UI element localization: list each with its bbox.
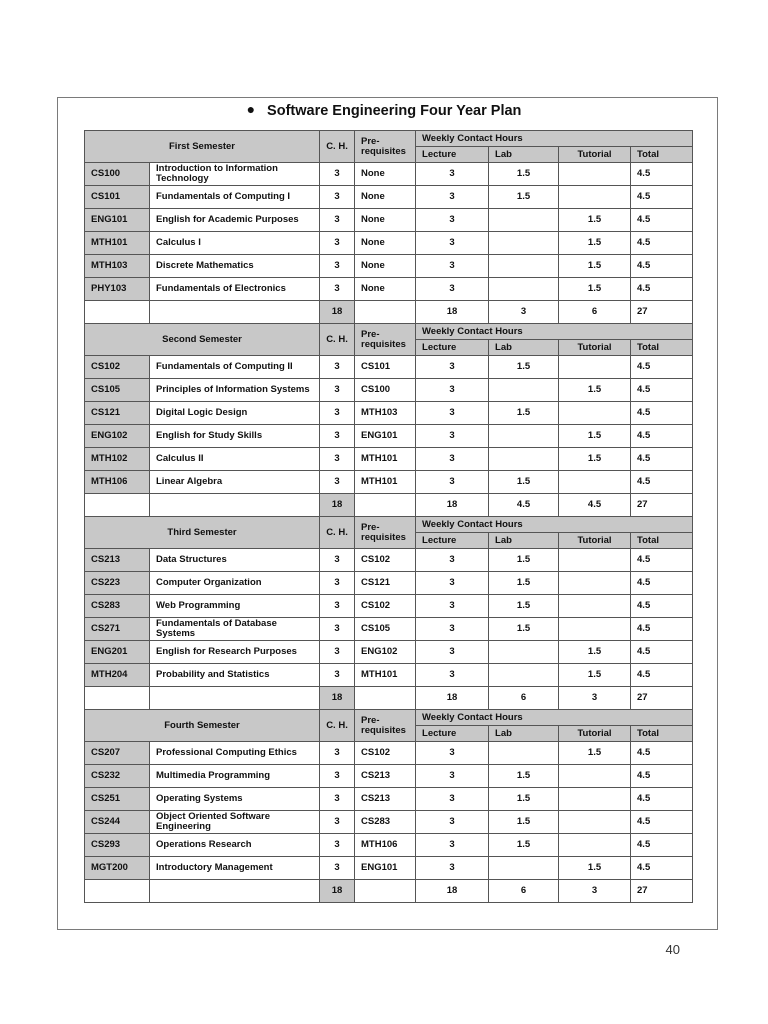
course-tutorial-hours [559, 834, 631, 857]
course-lab-hours: 1.5 [489, 186, 559, 209]
course-title: Digital Logic Design [150, 402, 320, 425]
empty-cell [85, 301, 150, 324]
empty-cell [150, 687, 320, 710]
tutorial-header: Tutorial [559, 340, 631, 356]
empty-cell [355, 687, 416, 710]
prerequisites-header: Pre-requisites [355, 517, 416, 549]
prerequisites-header: Pre-requisites [355, 710, 416, 742]
course-code: CS271 [85, 618, 150, 641]
course-total-hours: 4.5 [631, 549, 693, 572]
course-prerequisite: None [355, 163, 416, 186]
course-total-hours: 4.5 [631, 572, 693, 595]
course-lab-hours: 1.5 [489, 549, 559, 572]
total-credit-hours: 18 [320, 301, 355, 324]
course-prerequisite: None [355, 232, 416, 255]
empty-cell [150, 301, 320, 324]
table-row [85, 232, 693, 255]
course-prerequisite: MTH101 [355, 448, 416, 471]
course-lecture-hours: 3 [416, 255, 489, 278]
total-tutorial-hours: 4.5 [559, 494, 631, 517]
empty-cell [150, 494, 320, 517]
total-header: Total [631, 147, 693, 163]
page-number: 40 [665, 942, 680, 957]
course-total-hours: 4.5 [631, 278, 693, 301]
total-header: Total [631, 726, 693, 742]
four-year-plan-table [84, 130, 693, 903]
empty-cell [355, 301, 416, 324]
course-prerequisite: ENG101 [355, 857, 416, 880]
course-lecture-hours: 3 [416, 402, 489, 425]
course-total-hours: 4.5 [631, 379, 693, 402]
total-header: Total [631, 340, 693, 356]
empty-cell [150, 880, 320, 903]
course-code: CS223 [85, 572, 150, 595]
course-prerequisite: None [355, 255, 416, 278]
empty-cell [85, 687, 150, 710]
course-code: ENG102 [85, 425, 150, 448]
total-lecture-hours: 18 [416, 687, 489, 710]
table-row [85, 356, 693, 379]
total-lab-hours: 6 [489, 880, 559, 903]
course-title: Introduction to Information Technology [150, 163, 320, 186]
course-lab-hours: 1.5 [489, 471, 559, 494]
course-tutorial-hours [559, 163, 631, 186]
table-row [85, 664, 693, 687]
semester-header [85, 517, 693, 533]
table-row [85, 425, 693, 448]
page-title [0, 97, 768, 123]
course-tutorial-hours: 1.5 [559, 255, 631, 278]
course-lab-hours: 1.5 [489, 811, 559, 834]
course-lecture-hours: 3 [416, 278, 489, 301]
course-credit-hours: 3 [320, 255, 355, 278]
course-lecture-hours: 3 [416, 595, 489, 618]
tutorial-header: Tutorial [559, 726, 631, 742]
course-code: ENG201 [85, 641, 150, 664]
course-lecture-hours: 3 [416, 765, 489, 788]
course-lab-hours [489, 232, 559, 255]
course-tutorial-hours [559, 402, 631, 425]
course-lecture-hours: 3 [416, 664, 489, 687]
course-code: CS283 [85, 595, 150, 618]
empty-cell [355, 494, 416, 517]
course-total-hours: 4.5 [631, 765, 693, 788]
course-tutorial-hours: 1.5 [559, 742, 631, 765]
course-code: CS105 [85, 379, 150, 402]
course-title: Fundamentals of Computing II [150, 356, 320, 379]
total-lab-hours: 3 [489, 301, 559, 324]
course-total-hours: 4.5 [631, 232, 693, 255]
course-credit-hours: 3 [320, 765, 355, 788]
course-code: ENG101 [85, 209, 150, 232]
course-total-hours: 4.5 [631, 742, 693, 765]
course-prerequisite: CS213 [355, 765, 416, 788]
total-lecture-hours: 18 [416, 880, 489, 903]
course-code: MTH103 [85, 255, 150, 278]
course-tutorial-hours [559, 765, 631, 788]
weekly-contact-hours-header: Weekly Contact Hours [416, 710, 693, 726]
course-lecture-hours: 3 [416, 811, 489, 834]
course-total-hours: 4.5 [631, 209, 693, 232]
course-title: Calculus I [150, 232, 320, 255]
course-tutorial-hours [559, 471, 631, 494]
total-lab-hours: 6 [489, 687, 559, 710]
course-credit-hours: 3 [320, 356, 355, 379]
course-total-hours: 4.5 [631, 641, 693, 664]
total-tutorial-hours: 3 [559, 880, 631, 903]
course-prerequisite: None [355, 278, 416, 301]
course-prerequisite: MTH106 [355, 834, 416, 857]
course-credit-hours: 3 [320, 278, 355, 301]
prerequisites-header: Pre-requisites [355, 131, 416, 163]
course-tutorial-hours: 1.5 [559, 232, 631, 255]
course-tutorial-hours: 1.5 [559, 425, 631, 448]
course-total-hours: 4.5 [631, 448, 693, 471]
course-tutorial-hours: 1.5 [559, 379, 631, 402]
course-title: Multimedia Programming [150, 765, 320, 788]
course-credit-hours: 3 [320, 664, 355, 687]
course-tutorial-hours: 1.5 [559, 209, 631, 232]
table-row [85, 572, 693, 595]
course-total-hours: 4.5 [631, 811, 693, 834]
table-row [85, 618, 693, 641]
total-lecture-hours: 18 [416, 301, 489, 324]
course-title: Introductory Management [150, 857, 320, 880]
table-row [85, 857, 693, 880]
table-row [85, 255, 693, 278]
course-lab-hours: 1.5 [489, 402, 559, 425]
semester-header [85, 131, 693, 147]
table-row [85, 402, 693, 425]
semester-totals-row [85, 880, 693, 903]
course-lab-hours: 1.5 [489, 834, 559, 857]
tutorial-header: Tutorial [559, 533, 631, 549]
course-title: English for Research Purposes [150, 641, 320, 664]
course-title: Fundamentals of Database Systems [150, 618, 320, 641]
course-tutorial-hours [559, 572, 631, 595]
course-credit-hours: 3 [320, 811, 355, 834]
course-credit-hours: 3 [320, 448, 355, 471]
course-prerequisite: CS121 [355, 572, 416, 595]
semester-totals-row [85, 687, 693, 710]
table-row [85, 163, 693, 186]
course-code: MTH106 [85, 471, 150, 494]
course-title: Fundamentals of Electronics [150, 278, 320, 301]
course-title: Data Structures [150, 549, 320, 572]
course-code: CS232 [85, 765, 150, 788]
lecture-header: Lecture [416, 726, 489, 742]
course-code: CS213 [85, 549, 150, 572]
table-row [85, 209, 693, 232]
lab-header: Lab [489, 340, 559, 356]
course-total-hours: 4.5 [631, 255, 693, 278]
course-title: Web Programming [150, 595, 320, 618]
course-tutorial-hours [559, 618, 631, 641]
table-row [85, 595, 693, 618]
semester-header [85, 710, 693, 726]
credit-hours-header: C. H. [320, 710, 355, 742]
total-lab-hours: 4.5 [489, 494, 559, 517]
course-total-hours: 4.5 [631, 471, 693, 494]
credit-hours-header: C. H. [320, 131, 355, 163]
course-prerequisite: CS102 [355, 595, 416, 618]
course-credit-hours: 3 [320, 641, 355, 664]
semester-name: First Semester [85, 131, 320, 163]
course-code: CS244 [85, 811, 150, 834]
course-total-hours: 4.5 [631, 664, 693, 687]
course-lab-hours [489, 448, 559, 471]
course-lab-hours [489, 278, 559, 301]
course-tutorial-hours [559, 595, 631, 618]
semester-name: Third Semester [85, 517, 320, 549]
course-lecture-hours: 3 [416, 186, 489, 209]
lab-header: Lab [489, 726, 559, 742]
course-tutorial-hours: 1.5 [559, 641, 631, 664]
total-weekly-hours: 27 [631, 687, 693, 710]
total-tutorial-hours: 6 [559, 301, 631, 324]
course-lecture-hours: 3 [416, 834, 489, 857]
weekly-contact-hours-header: Weekly Contact Hours [416, 517, 693, 533]
table-row [85, 379, 693, 402]
course-lecture-hours: 3 [416, 788, 489, 811]
total-tutorial-hours: 3 [559, 687, 631, 710]
total-header: Total [631, 533, 693, 549]
total-weekly-hours: 27 [631, 494, 693, 517]
table-row [85, 471, 693, 494]
course-prerequisite: MTH101 [355, 664, 416, 687]
course-lab-hours [489, 425, 559, 448]
course-tutorial-hours [559, 811, 631, 834]
table-row [85, 788, 693, 811]
course-title: English for Study Skills [150, 425, 320, 448]
course-lab-hours [489, 742, 559, 765]
course-credit-hours: 3 [320, 549, 355, 572]
course-prerequisite: ENG102 [355, 641, 416, 664]
course-tutorial-hours: 1.5 [559, 448, 631, 471]
course-tutorial-hours [559, 186, 631, 209]
course-title: Principles of Information Systems [150, 379, 320, 402]
course-prerequisite: CS213 [355, 788, 416, 811]
course-lab-hours: 1.5 [489, 618, 559, 641]
lab-header: Lab [489, 147, 559, 163]
total-lecture-hours: 18 [416, 494, 489, 517]
lecture-header: Lecture [416, 533, 489, 549]
course-credit-hours: 3 [320, 595, 355, 618]
course-lecture-hours: 3 [416, 742, 489, 765]
course-tutorial-hours: 1.5 [559, 278, 631, 301]
course-credit-hours: 3 [320, 402, 355, 425]
prerequisites-header: Pre-requisites [355, 324, 416, 356]
table-row [85, 278, 693, 301]
course-prerequisite: CS100 [355, 379, 416, 402]
course-lab-hours [489, 857, 559, 880]
table-row [85, 765, 693, 788]
course-lab-hours: 1.5 [489, 788, 559, 811]
course-credit-hours: 3 [320, 572, 355, 595]
course-prerequisite: None [355, 209, 416, 232]
course-credit-hours: 3 [320, 788, 355, 811]
course-total-hours: 4.5 [631, 788, 693, 811]
course-lecture-hours: 3 [416, 379, 489, 402]
course-prerequisite: CS102 [355, 742, 416, 765]
course-lecture-hours: 3 [416, 857, 489, 880]
course-title: Fundamentals of Computing I [150, 186, 320, 209]
course-prerequisite: None [355, 186, 416, 209]
course-code: MTH204 [85, 664, 150, 687]
course-credit-hours: 3 [320, 742, 355, 765]
course-code: PHY103 [85, 278, 150, 301]
weekly-contact-hours-header: Weekly Contact Hours [416, 131, 693, 147]
course-title: English for Academic Purposes [150, 209, 320, 232]
course-total-hours: 4.5 [631, 834, 693, 857]
course-total-hours: 4.5 [631, 618, 693, 641]
course-lecture-hours: 3 [416, 232, 489, 255]
empty-cell [85, 494, 150, 517]
course-prerequisite: ENG101 [355, 425, 416, 448]
course-lab-hours: 1.5 [489, 163, 559, 186]
course-prerequisite: MTH101 [355, 471, 416, 494]
course-prerequisite: MTH103 [355, 402, 416, 425]
course-lecture-hours: 3 [416, 549, 489, 572]
course-tutorial-hours [559, 356, 631, 379]
course-code: CS102 [85, 356, 150, 379]
semester-name: Fourth Semester [85, 710, 320, 742]
course-lecture-hours: 3 [416, 356, 489, 379]
course-total-hours: 4.5 [631, 425, 693, 448]
semester-totals-row [85, 301, 693, 324]
table-row [85, 742, 693, 765]
course-total-hours: 4.5 [631, 186, 693, 209]
course-code: MTH102 [85, 448, 150, 471]
semester-name: Second Semester [85, 324, 320, 356]
course-lab-hours [489, 255, 559, 278]
course-title: Discrete Mathematics [150, 255, 320, 278]
semester-totals-row [85, 494, 693, 517]
course-total-hours: 4.5 [631, 595, 693, 618]
course-lecture-hours: 3 [416, 572, 489, 595]
course-total-hours: 4.5 [631, 356, 693, 379]
tutorial-header: Tutorial [559, 147, 631, 163]
course-lecture-hours: 3 [416, 425, 489, 448]
lecture-header: Lecture [416, 147, 489, 163]
course-title: Operations Research [150, 834, 320, 857]
credit-hours-header: C. H. [320, 324, 355, 356]
semester-header [85, 324, 693, 340]
course-title: Object Oriented Software Engineering [150, 811, 320, 834]
course-code: CS251 [85, 788, 150, 811]
total-weekly-hours: 27 [631, 301, 693, 324]
table-row [85, 641, 693, 664]
empty-cell [85, 880, 150, 903]
table-row [85, 448, 693, 471]
course-prerequisite: CS283 [355, 811, 416, 834]
total-weekly-hours: 27 [631, 880, 693, 903]
course-code: MTH101 [85, 232, 150, 255]
course-lecture-hours: 3 [416, 209, 489, 232]
course-code: CS100 [85, 163, 150, 186]
weekly-contact-hours-header: Weekly Contact Hours [416, 324, 693, 340]
course-lecture-hours: 3 [416, 448, 489, 471]
course-credit-hours: 3 [320, 209, 355, 232]
course-credit-hours: 3 [320, 232, 355, 255]
course-lab-hours [489, 641, 559, 664]
table-row [85, 186, 693, 209]
total-credit-hours: 18 [320, 880, 355, 903]
course-title: Professional Computing Ethics [150, 742, 320, 765]
course-title: Probability and Statistics [150, 664, 320, 687]
total-credit-hours: 18 [320, 687, 355, 710]
course-code: CS293 [85, 834, 150, 857]
course-credit-hours: 3 [320, 857, 355, 880]
course-lab-hours: 1.5 [489, 595, 559, 618]
course-title: Operating Systems [150, 788, 320, 811]
lecture-header: Lecture [416, 340, 489, 356]
course-title: Linear Algebra [150, 471, 320, 494]
course-lab-hours: 1.5 [489, 572, 559, 595]
course-title: Computer Organization [150, 572, 320, 595]
empty-cell [355, 880, 416, 903]
course-credit-hours: 3 [320, 425, 355, 448]
course-lecture-hours: 3 [416, 471, 489, 494]
course-tutorial-hours: 1.5 [559, 857, 631, 880]
course-total-hours: 4.5 [631, 402, 693, 425]
course-lab-hours [489, 379, 559, 402]
course-code: CS101 [85, 186, 150, 209]
course-code: MGT200 [85, 857, 150, 880]
course-tutorial-hours [559, 788, 631, 811]
course-credit-hours: 3 [320, 379, 355, 402]
course-credit-hours: 3 [320, 163, 355, 186]
course-credit-hours: 3 [320, 471, 355, 494]
course-lab-hours: 1.5 [489, 356, 559, 379]
course-credit-hours: 3 [320, 186, 355, 209]
table-row [85, 834, 693, 857]
total-credit-hours: 18 [320, 494, 355, 517]
bullet-icon: ● [246, 101, 256, 117]
course-lab-hours: 1.5 [489, 765, 559, 788]
course-lab-hours [489, 664, 559, 687]
table-row [85, 549, 693, 572]
course-lecture-hours: 3 [416, 641, 489, 664]
course-prerequisite: CS101 [355, 356, 416, 379]
course-tutorial-hours: 1.5 [559, 664, 631, 687]
course-tutorial-hours [559, 549, 631, 572]
course-lab-hours [489, 209, 559, 232]
table-row [85, 811, 693, 834]
course-credit-hours: 3 [320, 618, 355, 641]
course-prerequisite: CS105 [355, 618, 416, 641]
course-lecture-hours: 3 [416, 618, 489, 641]
course-total-hours: 4.5 [631, 857, 693, 880]
course-total-hours: 4.5 [631, 163, 693, 186]
lab-header: Lab [489, 533, 559, 549]
course-code: CS121 [85, 402, 150, 425]
course-lecture-hours: 3 [416, 163, 489, 186]
course-code: CS207 [85, 742, 150, 765]
course-title: Calculus II [150, 448, 320, 471]
title-text: Software Engineering Four Year Plan [267, 103, 522, 119]
credit-hours-header: C. H. [320, 517, 355, 549]
course-prerequisite: CS102 [355, 549, 416, 572]
course-credit-hours: 3 [320, 834, 355, 857]
